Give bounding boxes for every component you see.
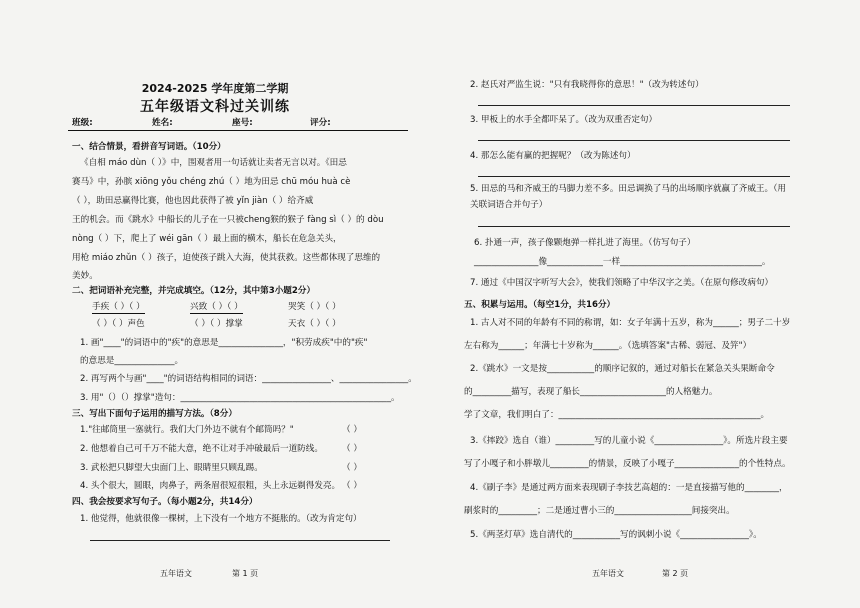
s5-line: 刷浆时的_________；二是通过曹小三的__________________间接突出。 [464,506,735,516]
s5-line: 学了文章，我们明白了：_______________________________________________。 [464,410,770,420]
s2-question-1b: 的意思是______________。 [80,356,184,366]
s3-answer-paren: （ ） [342,444,362,454]
name-label: 姓名: [152,118,173,128]
s4-question-5: 5. 田忌的马和齐威王的马脚力差不多。田忌调换了马的出场顺序就赢了齐威王。（用 [470,184,787,194]
s2-word: （ ）（ ）声色 [92,319,145,329]
s2-question-1: 1. 画"____"的词语中的"疾"的意思是_______________，"积劳成疾"中的"疾" [80,338,368,348]
s4-question-6-blanks: _______________像_____________一样_________________________________。 [474,257,771,267]
s2-word [92,302,145,314]
s3-answer-paren: （ ） [342,481,362,491]
s4-question-7: 7. 通过《中国汉字听写大会》，使我们领略了中华汉字之美。（在原句修改病句） [470,278,774,288]
answer-line[interactable] [478,226,790,227]
s2-word-underlined: 兴致（ ）（ ） [190,302,243,312]
s5-line: 左右称为______；年满七十岁称为______。（选填答案"古稀、弱冠、及笄"） [464,341,752,351]
seat-label: 座号: [232,118,253,128]
s5-line: 5.《两茎灯草》选自清代的___________写的讽刺小说《________________》。 [470,530,762,540]
section-4-title: 四、我会按要求写句子。（每小题2分，共14分） [72,497,258,507]
s1-line: 美妙。 [72,271,98,281]
section-3-title: 三、写出下面句子运用的描写方法。（8分） [72,409,237,419]
section-1-title: 一、结合情景，看拼音写词语。（10分） [72,142,226,152]
s4-question-6: 6. 扑通一声，孩子像颗炮弹一样扎进了海里。（仿写句子） [474,238,696,248]
exam-main-title: 五年级语文科过关训练 [140,99,290,115]
header-divider [68,130,408,131]
answer-line[interactable] [478,176,790,177]
s5-line: 写了小嘎子和小胖墩儿_________的情景，反映了小嘎子_______________的个性特点。 [464,459,791,469]
s3-item: 2. 他想着自己可千万不能大意，绝不让对手冲破最后一道防线。 [80,444,323,454]
s1-line: nòng（ ）下，爬上了 wéi gān（ ）最上面的横木，船长在危急关头， [72,234,342,244]
s5-line: 的_________描写，表现了船长____________________的人格魅力。 [464,387,718,397]
s4-question-5b: 关联词语合并句子） [470,200,548,210]
s1-line: 赛马》中，孙膑 xiōng yǒu chéng zhú（ ）地为田忌 chū móu huà cè [72,177,351,187]
page-2 [430,0,860,608]
s2-word: （ ）（ ）撑掌 [190,319,243,329]
s5-line: 4.《刷子李》是通过两方面来表现刷子李技艺高超的：一是直接描写他的________， [470,483,788,493]
s1-line: 王的机会。而《跳水》中船长的儿子在一只被cheng猴的猴子 fàng sì（ ）的 dòu [72,215,384,225]
s3-answer-paren: （ ） [342,463,362,473]
s3-item: 1."往邮筒里一塞就行。我们大门外边不就有个邮筒吗？" [80,425,294,435]
s2-word: 天衣（ ）（ ） [288,319,341,329]
s2-question-2: 2. 再写两个与画"____"的词语结构相同的词语：________________、________________。 [80,374,417,384]
s3-item: 3. 武松把只脚望大虫面门上、眼睛里只顾乱踢。 [80,463,263,473]
s3-answer-paren: （ ） [342,425,362,435]
section-2-title: 二、把词语补充完整，并完成填空。（12分，其中第3小题2分） [72,286,316,296]
s1-line: 用枪 miáo zhǔn（ ）孩子，迫使孩子跳入大海，使其获救。这些都体现了思维的 [72,253,381,263]
s3-item: 4. 头个很大，圆眼，肉鼻子，两条眉很短很粗，头上永远剃得发亮。 [80,481,341,491]
s4-question-4: 4. 那怎么能有赢的把握呢？（改为陈述句） [470,151,636,161]
footer-subject: 五年语文 [160,569,192,578]
answer-line[interactable] [478,140,790,141]
s1-line: （ ），助田忌赢得比赛，他也因此获得了被 yǐn jiàn（ ）给齐威 [72,196,314,206]
section-5-title: 五、积累与运用。（每空1分，共16分） [464,300,616,310]
footer-subject: 五年语文 [592,569,624,578]
footer-page-number: 第 2 页 [662,569,689,578]
answer-line[interactable] [478,105,790,106]
s5-line: 2.《跳水》一文是按___________的顺序记叙的，通过对船长在紧急关头果断命令 [470,364,775,374]
s1-line: 《自相 máo dùn（ ）》中，围观者用一句话就让卖者无言以对。《田忌 [80,158,347,168]
footer-page-number: 第 1 页 [232,569,259,578]
exam-year-title: 2024-2025 学年度第二学期 [141,82,289,95]
class-label: 班级: [72,118,93,128]
s2-word-underlined: 手疾（ ）（ ） [92,302,145,312]
s2-word [190,302,243,314]
s4-question-2: 2. 赵氏对严监生说："只有我晓得你的意思！"（改为转述句） [470,80,704,90]
s5-line: 3.《摔跤》选自（谁）_________写的儿童小说《________________》。所选片段主要 [470,436,788,446]
s5-line: 1. 古人对不同的年龄有不同的称谓，如：女子年满十五岁，称为______；男子二十岁 [470,318,791,328]
s4-question-1: 1. 他觉得，他就很像一棵树，上下没有一个地方不挺胀的。（改为肯定句） [80,514,362,524]
answer-line[interactable] [90,540,390,541]
s2-question-3: 3. 用"（）（）撑掌"造句：_________________________________________________。 [80,393,400,403]
s2-word: 哭笑（ ）（ ） [288,302,341,312]
s4-question-3: 3. 甲板上的水手全都吓呆了。（改为双重否定句） [470,115,658,125]
score-label: 评分: [310,118,331,128]
